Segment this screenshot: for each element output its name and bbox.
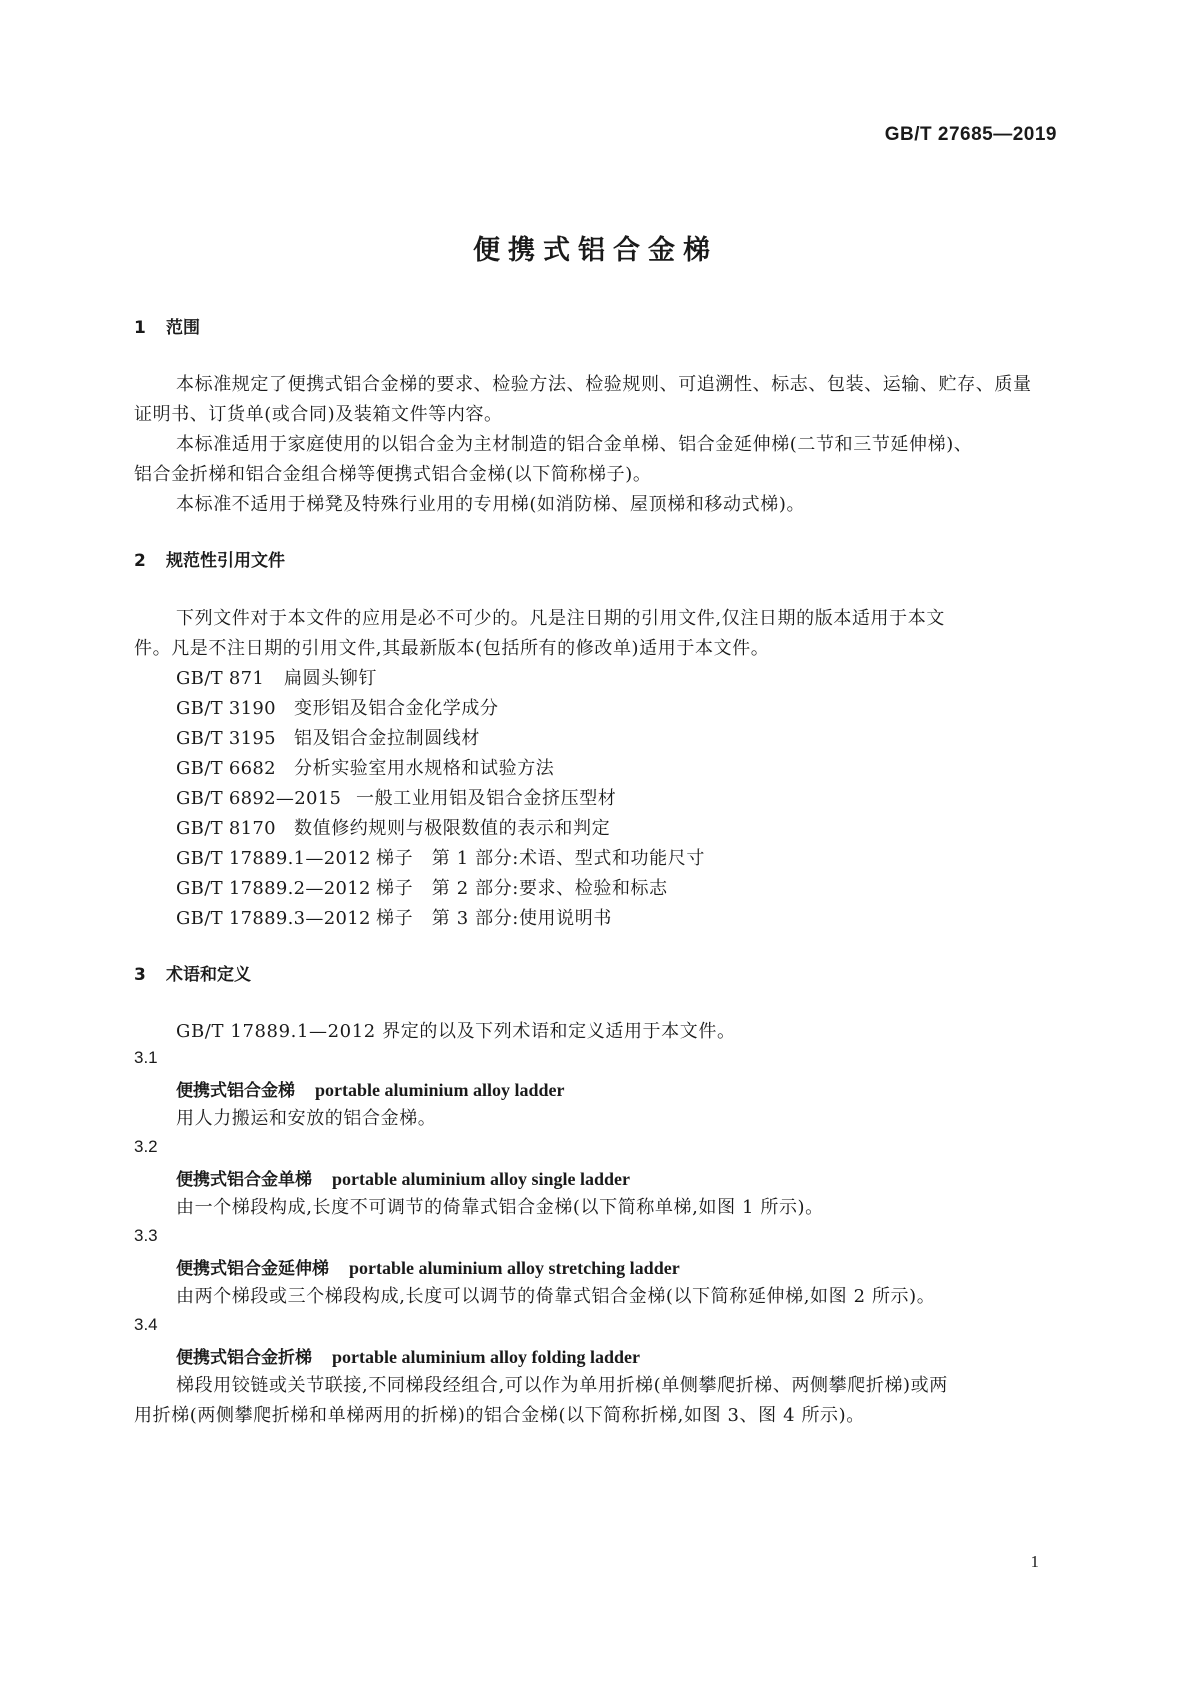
- reference-title: 扁圆头铆钉: [284, 668, 377, 689]
- paragraph-line: 本标准规定了便携式铝合金梯的要求、检验方法、检验规则、可追溯性、标志、包装、运输、贮存、质量: [176, 374, 1032, 395]
- term-number: 3.4: [134, 1315, 158, 1334]
- reference-title: 铝及铝合金拉制圆线材: [294, 728, 480, 749]
- term-heading: [176, 1254, 680, 1279]
- term-heading: [176, 1076, 565, 1101]
- section-number: 1: [134, 318, 146, 338]
- term-definition: 梯段用铰链或关节联接,不同梯段经组合,可以作为单用折梯(单侧攀爬折梯、两侧攀爬折梯)或两: [176, 1375, 948, 1396]
- term-definition: 用折梯(两侧攀爬折梯和单梯两用的折梯)的铝合金梯(以下简称折梯,如图 3、图 4 所示)。: [134, 1405, 865, 1426]
- reference-item: [176, 664, 377, 690]
- term-zh: 便携式铝合金梯: [176, 1081, 295, 1101]
- term-heading: [176, 1165, 630, 1190]
- term-en: portable aluminium alloy single ladder: [332, 1169, 631, 1189]
- term-zh: 便携式铝合金单梯: [176, 1170, 312, 1190]
- reference-item: [176, 754, 554, 780]
- term-number: 3.1: [134, 1048, 158, 1067]
- section-title: 规范性引用文件: [166, 551, 285, 571]
- term-heading: [176, 1343, 640, 1368]
- reference-title: 数值修约规则与极限数值的表示和判定: [294, 818, 611, 839]
- reference-item: [176, 784, 616, 810]
- paragraph-line: 铝合金折梯和铝合金组合梯等便携式铝合金梯(以下简称梯子)。: [134, 464, 652, 485]
- paragraph-line: 件。凡是不注日期的引用文件,其最新版本(包括所有的修改单)适用于本文件。: [134, 638, 770, 659]
- reference-title: 梯子 第 3 部分:使用说明书: [376, 908, 612, 929]
- term-definition: 由一个梯段构成,长度不可调节的倚靠式铝合金梯(以下简称单梯,如图 1 所示)。: [176, 1197, 824, 1218]
- section-heading: [134, 313, 200, 338]
- document-title: 便携式铝合金梯: [473, 235, 718, 266]
- section-heading: [134, 960, 251, 985]
- reference-item: [176, 694, 499, 720]
- paragraph-line: 本标准不适用于梯凳及特殊行业用的专用梯(如消防梯、屋顶梯和移动式梯)。: [176, 494, 806, 515]
- reference-code: GB/T 871: [176, 668, 265, 689]
- term-en: portable aluminium alloy stretching ladder: [349, 1258, 680, 1278]
- term-definition: 由两个梯段或三个梯段构成,长度可以调节的倚靠式铝合金梯(以下简称延伸梯,如图 2 所示)。: [176, 1286, 936, 1307]
- reference-item: [176, 904, 612, 930]
- paragraph-line: GB/T 17889.1—2012 界定的以及下列术语和定义适用于本文件。: [176, 1021, 736, 1042]
- term-number: 3.3: [134, 1226, 158, 1245]
- term-zh: 便携式铝合金折梯: [176, 1348, 312, 1368]
- term-zh: 便携式铝合金延伸梯: [176, 1259, 329, 1279]
- reference-title: 一般工业用铝及铝合金挤压型材: [356, 788, 617, 809]
- reference-code: GB/T 6892—2015: [176, 788, 342, 809]
- section-heading: [134, 546, 285, 571]
- section-number: 2: [134, 551, 146, 571]
- reference-code: GB/T 6682: [176, 758, 276, 779]
- paragraph-line: 下列文件对于本文件的应用是必不可少的。凡是注日期的引用文件,仅注日期的版本适用于本文: [176, 608, 945, 629]
- reference-code: GB/T 3195: [176, 728, 276, 749]
- reference-code: GB/T 8170: [176, 818, 276, 839]
- reference-item: [176, 724, 480, 750]
- reference-title: 变形铝及铝合金化学成分: [294, 698, 499, 719]
- reference-item: [176, 874, 668, 900]
- reference-code: GB/T 17889.3—2012: [176, 908, 371, 929]
- reference-code: GB/T 3190: [176, 698, 276, 719]
- term-en: portable aluminium alloy folding ladder: [332, 1347, 641, 1367]
- reference-item: [176, 814, 610, 840]
- reference-code: GB/T 17889.2—2012: [176, 878, 371, 899]
- section-title: 范围: [166, 318, 200, 338]
- term-definition: 用人力搬运和安放的铝合金梯。: [176, 1108, 437, 1129]
- paragraph-line: 本标准适用于家庭使用的以铝合金为主材制造的铝合金单梯、铝合金延伸梯(二节和三节延伸梯)、: [176, 434, 973, 455]
- term-number: 3.2: [134, 1137, 158, 1156]
- page-number: 1: [1030, 1552, 1039, 1571]
- standard-code: GB/T 27685—2019: [884, 124, 1057, 145]
- reference-title: 梯子 第 2 部分:要求、检验和标志: [376, 878, 668, 899]
- reference-title: 梯子 第 1 部分:术语、型式和功能尺寸: [376, 848, 705, 869]
- section-title: 术语和定义: [166, 965, 251, 985]
- reference-item: [176, 844, 705, 870]
- reference-title: 分析实验室用水规格和试验方法: [294, 758, 555, 779]
- section-number: 3: [134, 965, 146, 985]
- term-en: portable aluminium alloy ladder: [315, 1080, 565, 1100]
- reference-code: GB/T 17889.1—2012: [176, 848, 371, 869]
- paragraph-line: 证明书、订货单(或合同)及装箱文件等内容。: [134, 404, 503, 425]
